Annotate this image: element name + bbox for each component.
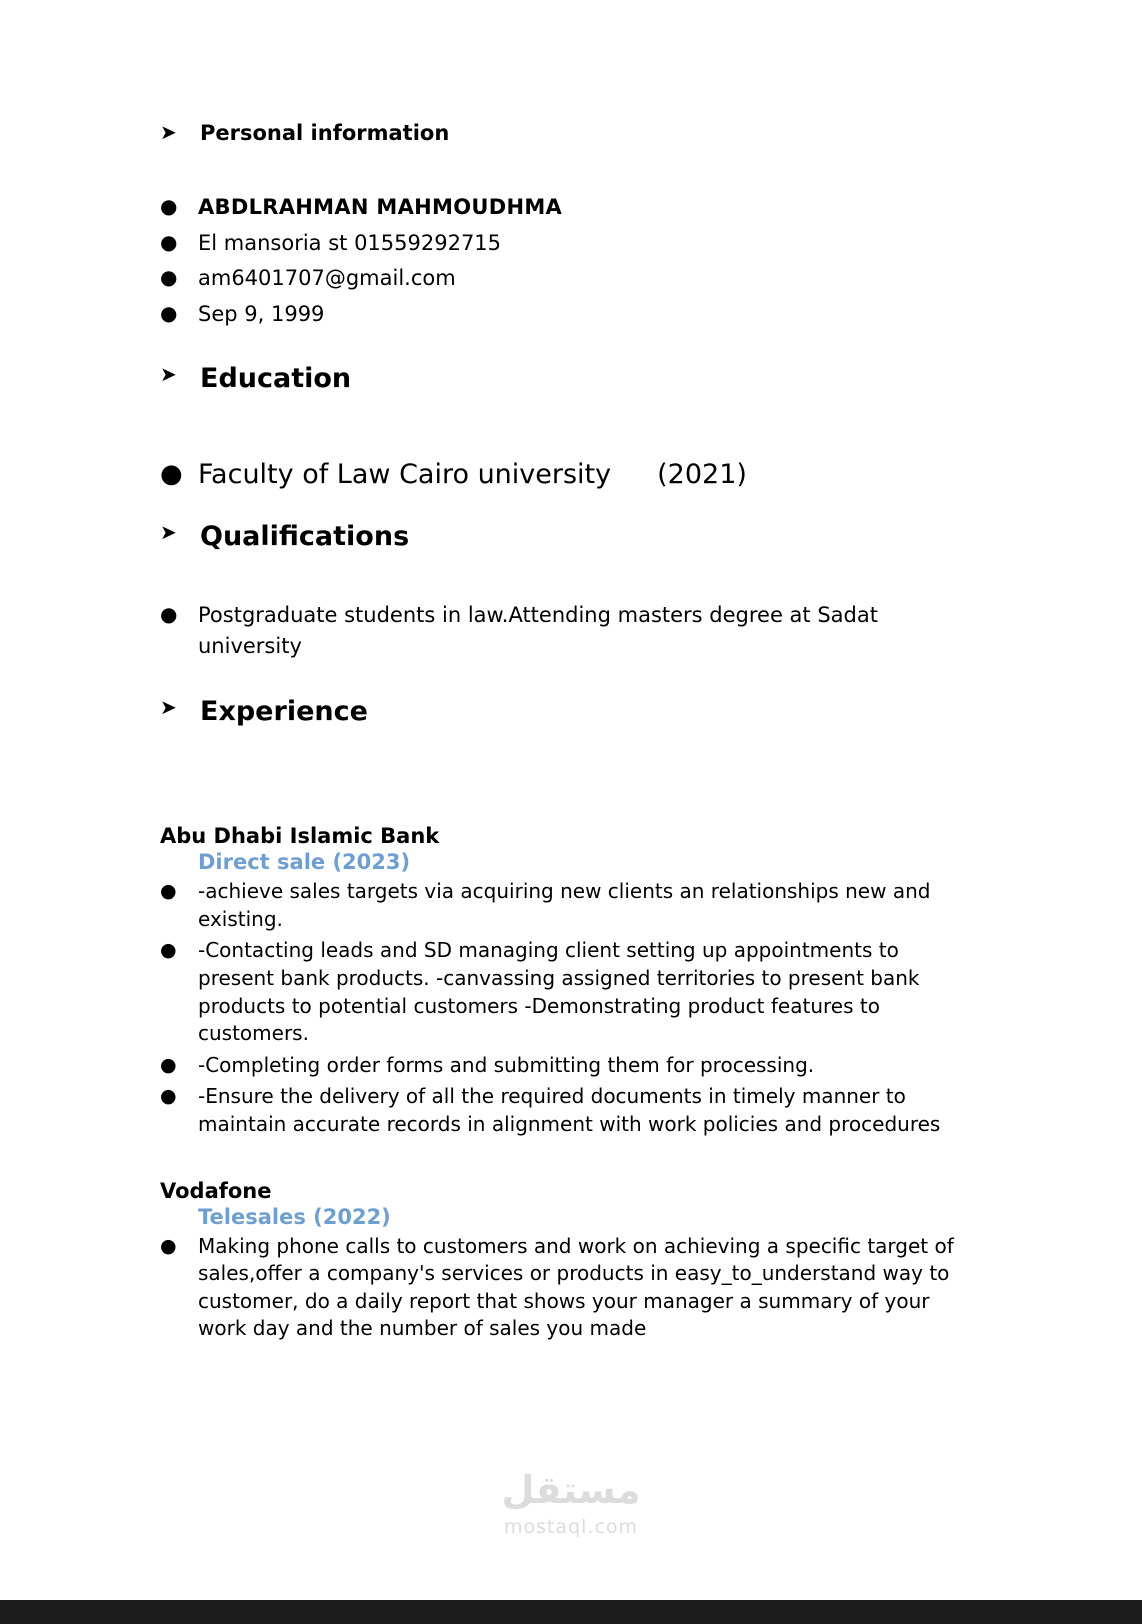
bullet-dot-icon: ● [160, 194, 178, 219]
arrow-bullet-icon: ➤ [160, 694, 177, 719]
qualifications-list [160, 600, 980, 663]
list-item [160, 299, 980, 331]
experience-company-name: Abu Dhabi Islamic Bank [160, 824, 440, 849]
list-item [160, 878, 980, 933]
list-item [160, 192, 980, 224]
watermark-logo-text: مستقل [501, 1468, 641, 1512]
qualification-item: Postgraduate students in law.Attending masters degree at Sadat university [198, 602, 878, 659]
bullet-dot-icon: ● [160, 229, 178, 254]
experience-bullet-list [160, 1233, 980, 1343]
qualifications-heading-label: Qualifications [200, 520, 410, 552]
experience-entry [160, 824, 980, 1138]
watermark [0, 1470, 1142, 1538]
personal-name: ABDLRAHMAN MAHMOUDHMA [198, 195, 563, 220]
personal-information-list [160, 192, 980, 330]
watermark-url-text: mostaql.com [503, 1515, 639, 1538]
list-item [160, 600, 980, 663]
list-item [160, 456, 980, 494]
experience-heading-label: Experience [200, 695, 368, 727]
personal-information-heading-label: Personal information [200, 121, 450, 145]
experience-company-name: Vodafone [160, 1178, 272, 1203]
bullet-dot-icon: ● [160, 459, 183, 489]
section-heading-personal-information [160, 120, 980, 146]
list-item [160, 1052, 980, 1080]
personal-email: am6401707@gmail.com [198, 266, 456, 291]
arrow-bullet-icon: ➤ [160, 120, 177, 144]
list-item [160, 263, 980, 295]
education-entry-label: Faculty of Law Cairo university [198, 459, 612, 490]
education-heading-label: Education [200, 363, 352, 395]
section-heading-experience [160, 695, 980, 729]
experience-bullet-list [160, 878, 980, 1138]
list-item [160, 1083, 980, 1138]
personal-address-phone: El mansoria st 01559292715 [198, 230, 502, 255]
arrow-bullet-icon: ➤ [160, 362, 177, 387]
bullet-dot-icon: ● [160, 880, 177, 903]
personal-birthdate: Sep 9, 1999 [198, 301, 325, 326]
bullet-dot-icon: ● [160, 601, 178, 626]
list-item [160, 1233, 980, 1343]
bullet-dot-icon: ● [160, 1053, 177, 1076]
section-heading-education [160, 362, 980, 396]
experience-bullet: -achieve sales targets via acquiring new clients an relationships new and existing. [198, 879, 931, 931]
education-entry [198, 456, 980, 494]
experience-bullet: Making phone calls to customers and work on achieving a specific target of sales,offer a company's services or products in easy_to_understand way to customer, do a daily report that shows your manager a summary of your work day and the number of sales you made [198, 1233, 954, 1341]
bullet-dot-icon: ● [160, 265, 178, 290]
experience-bullet: -Completing order forms and submitting them for processing. [198, 1052, 815, 1077]
bullet-dot-icon: ● [160, 300, 178, 325]
experience-entry [160, 1179, 980, 1343]
bullet-dot-icon: ● [160, 939, 177, 962]
education-list [160, 456, 980, 494]
list-item [160, 228, 980, 260]
experience-bullet: -Contacting leads and SD managing client setting up appointments to present bank products. -canvassing assigned territories to present bank products to potential customers -Demonstrating product features to customers. [198, 938, 920, 1046]
experience-role-title: Telesales (2022) [198, 1204, 391, 1229]
experience-bullet: -Ensure the delivery of all the required documents in timely manner to maintain accurate records in alignment with work policies and procedures [198, 1084, 941, 1137]
arrow-bullet-icon: ➤ [160, 519, 177, 544]
bullet-dot-icon: ● [160, 1234, 177, 1257]
education-entry-year: (2021) [657, 459, 747, 490]
experience-role-title: Direct sale (2023) [198, 850, 411, 875]
resume-content [160, 120, 980, 1347]
list-item [160, 937, 980, 1047]
bottom-bar [0, 1600, 1142, 1624]
bullet-dot-icon: ● [160, 1085, 177, 1108]
section-heading-qualifications [160, 520, 980, 554]
